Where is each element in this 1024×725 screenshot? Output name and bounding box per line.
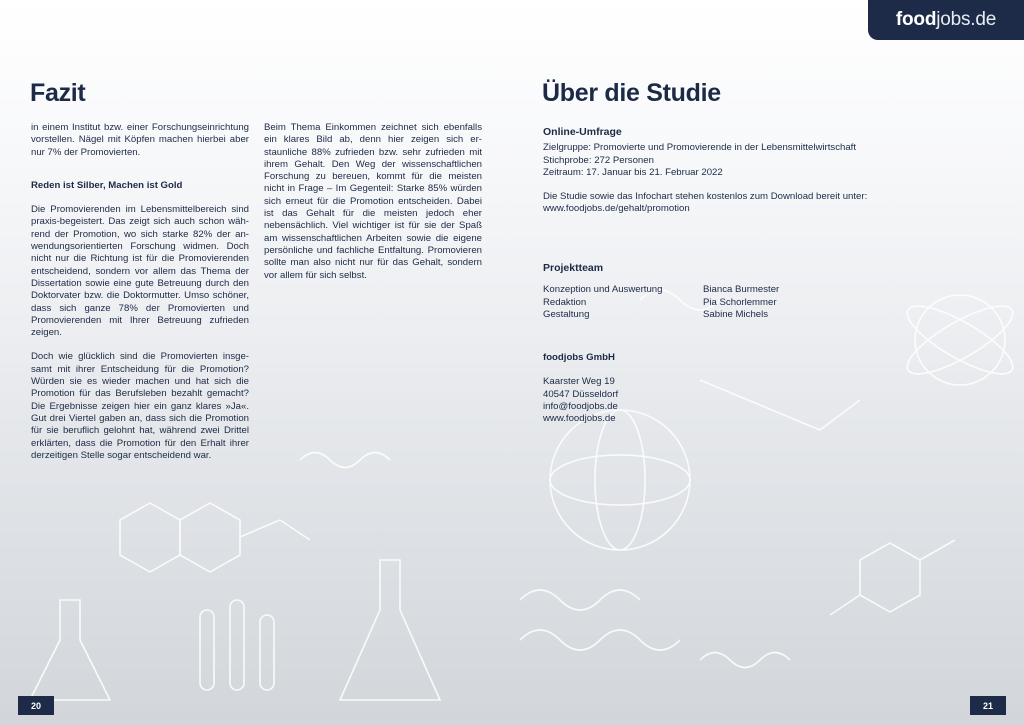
foodjobs-logo[interactable] (868, 0, 1024, 40)
page-number-right: 21 (970, 696, 1006, 715)
team-role: Redaktion (543, 296, 587, 308)
survey-sample: Stichprobe: 272 Personen (543, 154, 654, 166)
company-section (543, 352, 618, 425)
team-row (543, 309, 779, 321)
page-title-fazit: Fazit (30, 79, 86, 107)
company-email[interactable]: info@foodjobs.de (543, 400, 618, 412)
company-website[interactable]: www.foodjobs.de (543, 413, 616, 425)
survey-target-group: Zielgruppe: Promovierte und Promovierende in der Lebensmittelwirtschaft (543, 142, 857, 154)
fazit-subheading: Reden ist Silber, Machen ist Gold (31, 179, 183, 191)
team-member: Sabine Michels (703, 308, 769, 320)
survey-period: Zeitraum: 17. Januar bis 21. Februar 2022 (543, 166, 723, 178)
team-role: Gestaltung (543, 308, 590, 320)
download-note: Die Studie sowie das Infochart stehen kostenlos zum Download bereit unter: (543, 191, 868, 203)
company-street: Kaarster Weg 19 (543, 376, 615, 388)
team-row (543, 284, 779, 296)
download-link[interactable]: www.foodjobs.de/gehalt/promotion (543, 203, 690, 215)
team-member: Pia Schorlemmer (703, 296, 777, 308)
fazit-column-1 (31, 122, 249, 474)
fazit-paragraph-4: Beim Thema Einkommen zeichnet sich ebenfalls ein klares Bild ab, denn hier zeigen sich erstaunliche 88% zufrieden bzw. sehr zufrieden mit ihrem Gehalt. Den Weg der wissenschaftlichen Forschung zu bereuen, kommt für die meisten nicht in Frage – Im Gegenteil: Starke 85% würden sich erneut für die Promotion entscheiden. Dabei ist das Gehalt für die meisten jedoch eher nebensächlich. Viel wichtiger ist für sie der Spaß am wissenschaftlichen Arbeiten sowie die eigene persönliche und fachliche Entfaltung. Promovieren sollte man also nicht nur für das Gehalt, sondern vor allem für sich selbst. (264, 122, 482, 281)
team-row (543, 297, 779, 309)
survey-heading: Online-Umfrage (543, 126, 622, 138)
page-title-ueber-die-studie: Über die Studie (542, 79, 721, 107)
team-member: Bianca Burmester (703, 284, 780, 296)
fazit-paragraph-3: Doch wie glücklich sind die Promovierten insgesamt mit ihrer Entscheidung für die Promotion? Würden sie es wieder machen und hat sich die Promotion für das Berufsleben bezahlt gemacht? Die Ergebnisse zeigen hier ein ganz klares »Ja«. Gut drei Viertel gaben an, dass sich die Promotion für sie beruflich gelohnt hat, während zwei Drittel erklärten, dass die Promotion für den Erhalt ihrer derzeitigen Stelle sogar entscheidend war. (31, 351, 249, 461)
company-city: 40547 Düsseldorf (543, 388, 619, 400)
fazit-paragraph-2: Die Promovierenden im Lebensmittelbereich sind praxis-begeistert. Das zeigt sich auch schon während der Promotion, wo sich starke 82% der anwendungsorientierten Forschung widmen. Doch nicht nur die Richtung ist für die Promovierenden entscheidend, sondern vor allem das Thema der Dissertation sowie eine gute Betreuung durch den Doktorvater bzw. die Doktormutter. Umso schöner, dass sich ganze 78% der Promovierten und Promovierenden mit Ihrer Betreuung zufrieden zeigen. (31, 204, 249, 339)
fazit-paragraph-1: in einem Institut bzw. einer Forschungseinrichtung vorstellen. Nägel mit Köpfen machen hierbei aber nur 7% der Promovierten. (31, 122, 249, 158)
page-number-left: 20 (18, 696, 54, 715)
logo-light-text: jobs.de (936, 9, 997, 30)
survey-section (543, 126, 867, 216)
team-section (543, 262, 779, 321)
fazit-column-2 (264, 122, 482, 294)
logo-bold-text: food (895, 9, 937, 30)
team-heading: Projektteam (543, 262, 604, 274)
company-heading: foodjobs GmbH (543, 352, 615, 363)
team-role: Konzeption und Auswertung (543, 284, 663, 296)
